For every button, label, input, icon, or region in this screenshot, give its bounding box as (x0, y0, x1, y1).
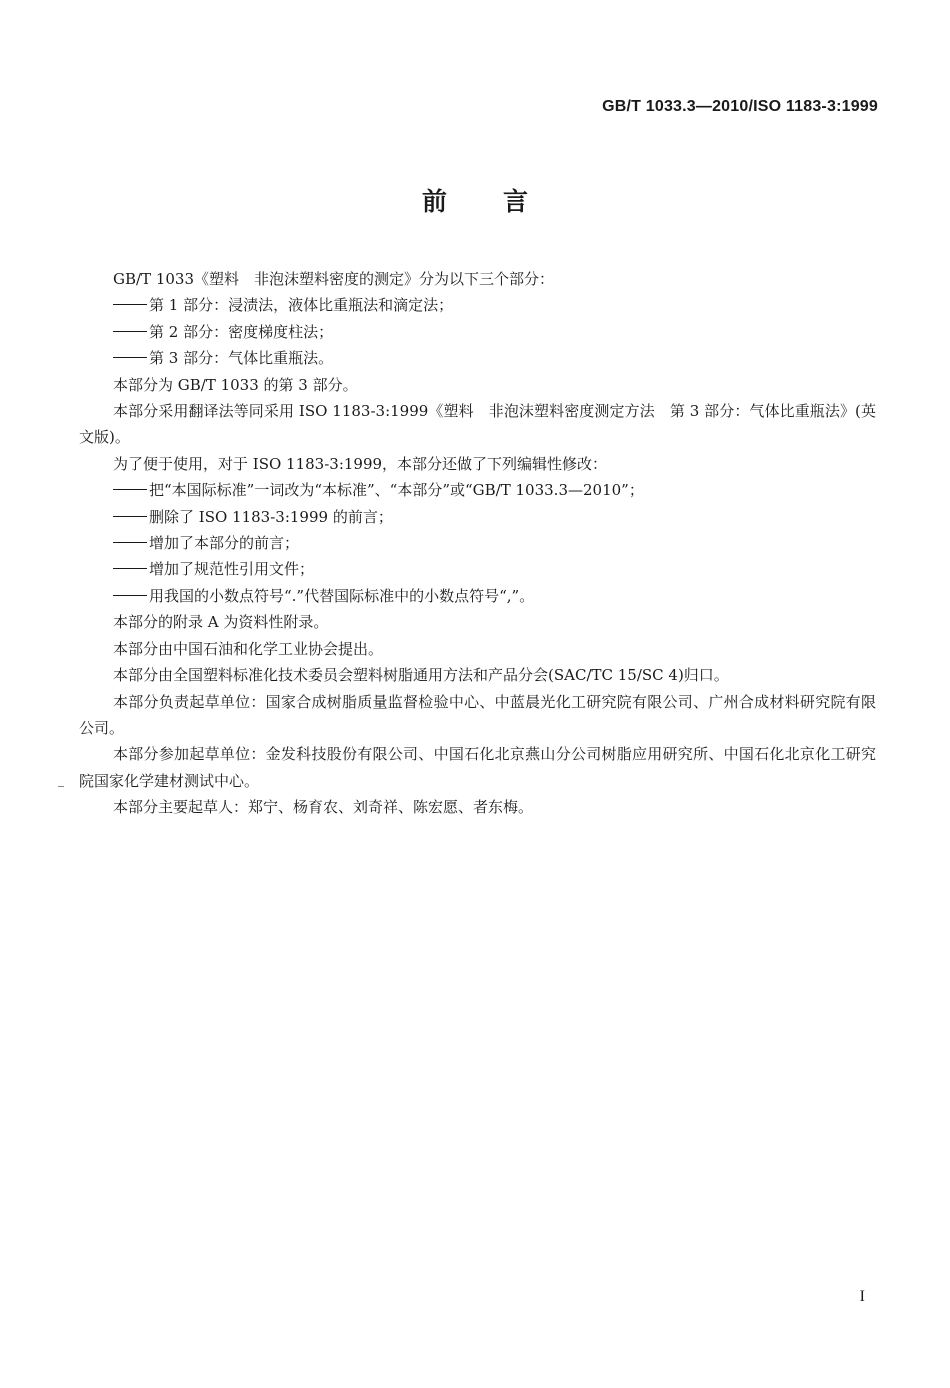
paragraph-participating-units: 本部分参加起草单位：金发科技股份有限公司、中国石化北京燕山分公司树脂应用研究所、中国石化北京化工研究院国家化学建材测试中心。 (79, 745, 876, 790)
dash-bullet (113, 357, 147, 358)
foreword-body (79, 266, 876, 821)
scan-mark (58, 786, 64, 787)
paragraph-adoption: 本部分采用翻译法等同采用 ISO 1183-3:1999《塑料 非泡沫塑料密度测定方法 第 3 部分：气体比重瓶法》(英文版)。 (79, 402, 876, 447)
dash-bullet (113, 595, 147, 596)
dash-bullet (113, 516, 147, 517)
paragraph-drafting-units: 本部分负责起草单位：国家合成树脂质量监督检验中心、中蓝晨光化工研究院有限公司、广州合成材料研究院有限公司。 (79, 692, 876, 737)
dash-bullet (113, 542, 147, 543)
list-item-change-1: 把“本国际标准”一词改为“本标准”、“本部分”或“GB/T 1033.3—2010”； (79, 477, 876, 503)
paragraph-centralized-by: 本部分由全国塑料标准化技术委员会塑料树脂通用方法和产品分会(SAC/TC 15/SC 4)归口。 (113, 666, 729, 685)
page-number: I (859, 1288, 865, 1305)
dash-bullet (113, 568, 147, 569)
paragraph-part-statement: 本部分为 GB/T 1033 的第 3 部分。 (113, 375, 358, 394)
paragraph-proposed-by: 本部分由中国石油和化学工业协会提出。 (113, 639, 384, 658)
list-item-part-3: 第 3 部分：气体比重瓶法。 (79, 345, 876, 371)
dash-bullet (113, 489, 147, 490)
paragraph-annex: 本部分的附录 A 为资料性附录。 (113, 613, 329, 632)
list-item-part-1: 第 1 部分：浸渍法，液体比重瓶法和滴定法； (79, 292, 876, 318)
list-item-change-5: 用我国的小数点符号“.”代替国际标准中的小数点符号“,”。 (79, 583, 876, 609)
standard-number: GB/T 1033.3—2010/ISO 1183-3:1999 (602, 98, 878, 115)
paragraph-intro: GB/T 1033《塑料 非泡沫塑料密度的测定》分为以下三个部分： (113, 270, 555, 288)
paragraph-drafters: 本部分主要起草人：郑宁、杨育农、刘奇祥、陈宏愿、者东梅。 (113, 798, 534, 817)
dash-bullet (113, 304, 147, 305)
page-title: 前言 (421, 187, 584, 216)
list-item-change-4: 增加了规范性引用文件； (79, 556, 876, 582)
list-item-change-3: 增加了本部分的前言； (79, 530, 876, 556)
paragraph-editorial-changes: 为了便于使用，对于 ISO 1183-3:1999，本部分还做了下列编辑性修改： (113, 454, 608, 473)
list-item-change-2: 删除了 ISO 1183-3:1999 的前言； (79, 504, 876, 530)
dash-bullet (113, 331, 147, 332)
list-item-part-2: 第 2 部分：密度梯度柱法； (79, 319, 876, 345)
